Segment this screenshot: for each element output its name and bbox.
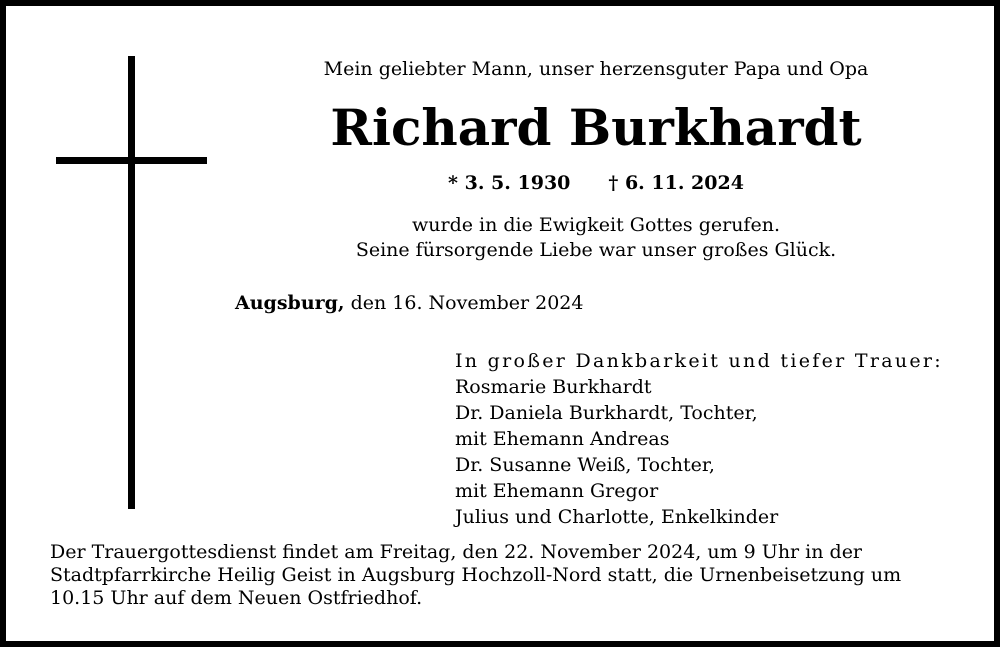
place: Augsburg,	[235, 292, 345, 314]
mourner: Rosmarie Burkhardt	[455, 376, 652, 398]
place-date: den 16. November 2024	[350, 292, 584, 314]
mourners-block	[455, 348, 943, 530]
mourner: Julius und Charlotte, Enkelkinder	[455, 506, 779, 528]
deceased-name: Richard Burkhardt	[330, 98, 862, 157]
life-dates	[236, 172, 956, 194]
service-info	[50, 541, 970, 610]
place-date-line	[235, 292, 583, 314]
intro-line: Mein geliebter Mann, unser herzensguter Papa und Opa	[323, 58, 869, 80]
message-line: wurde in die Ewigkeit Gottes gerufen.	[412, 214, 780, 236]
service-line: 10.15 Uhr auf dem Neuen Ostfriedhof.	[50, 587, 423, 609]
mourner: Dr. Daniela Burkhardt, Tochter,	[455, 402, 758, 424]
mourner: mit Ehemann Gregor	[455, 480, 659, 502]
service-line: Stadtpfarrkirche Heilig Geist in Augsburg Hochzoll-Nord statt, die Urnenbeisetzung um	[50, 564, 902, 586]
message	[236, 213, 956, 263]
death-date: † 6. 11. 2024	[608, 172, 744, 194]
mourner: Dr. Susanne Weiß, Tochter,	[455, 454, 715, 476]
mourners-intro: In großer Dankbarkeit und tiefer Trauer:	[455, 350, 943, 372]
cross-icon-crossbar	[56, 157, 207, 164]
cross-icon	[128, 56, 135, 509]
mourner: mit Ehemann Andreas	[455, 428, 670, 450]
birth-date: * 3. 5. 1930	[448, 172, 571, 194]
message-line: Seine fürsorgende Liebe war unser großes Glück.	[355, 239, 837, 261]
service-line: Der Trauergottesdienst findet am Freitag, den 22. November 2024, um 9 Uhr in der	[50, 541, 863, 563]
